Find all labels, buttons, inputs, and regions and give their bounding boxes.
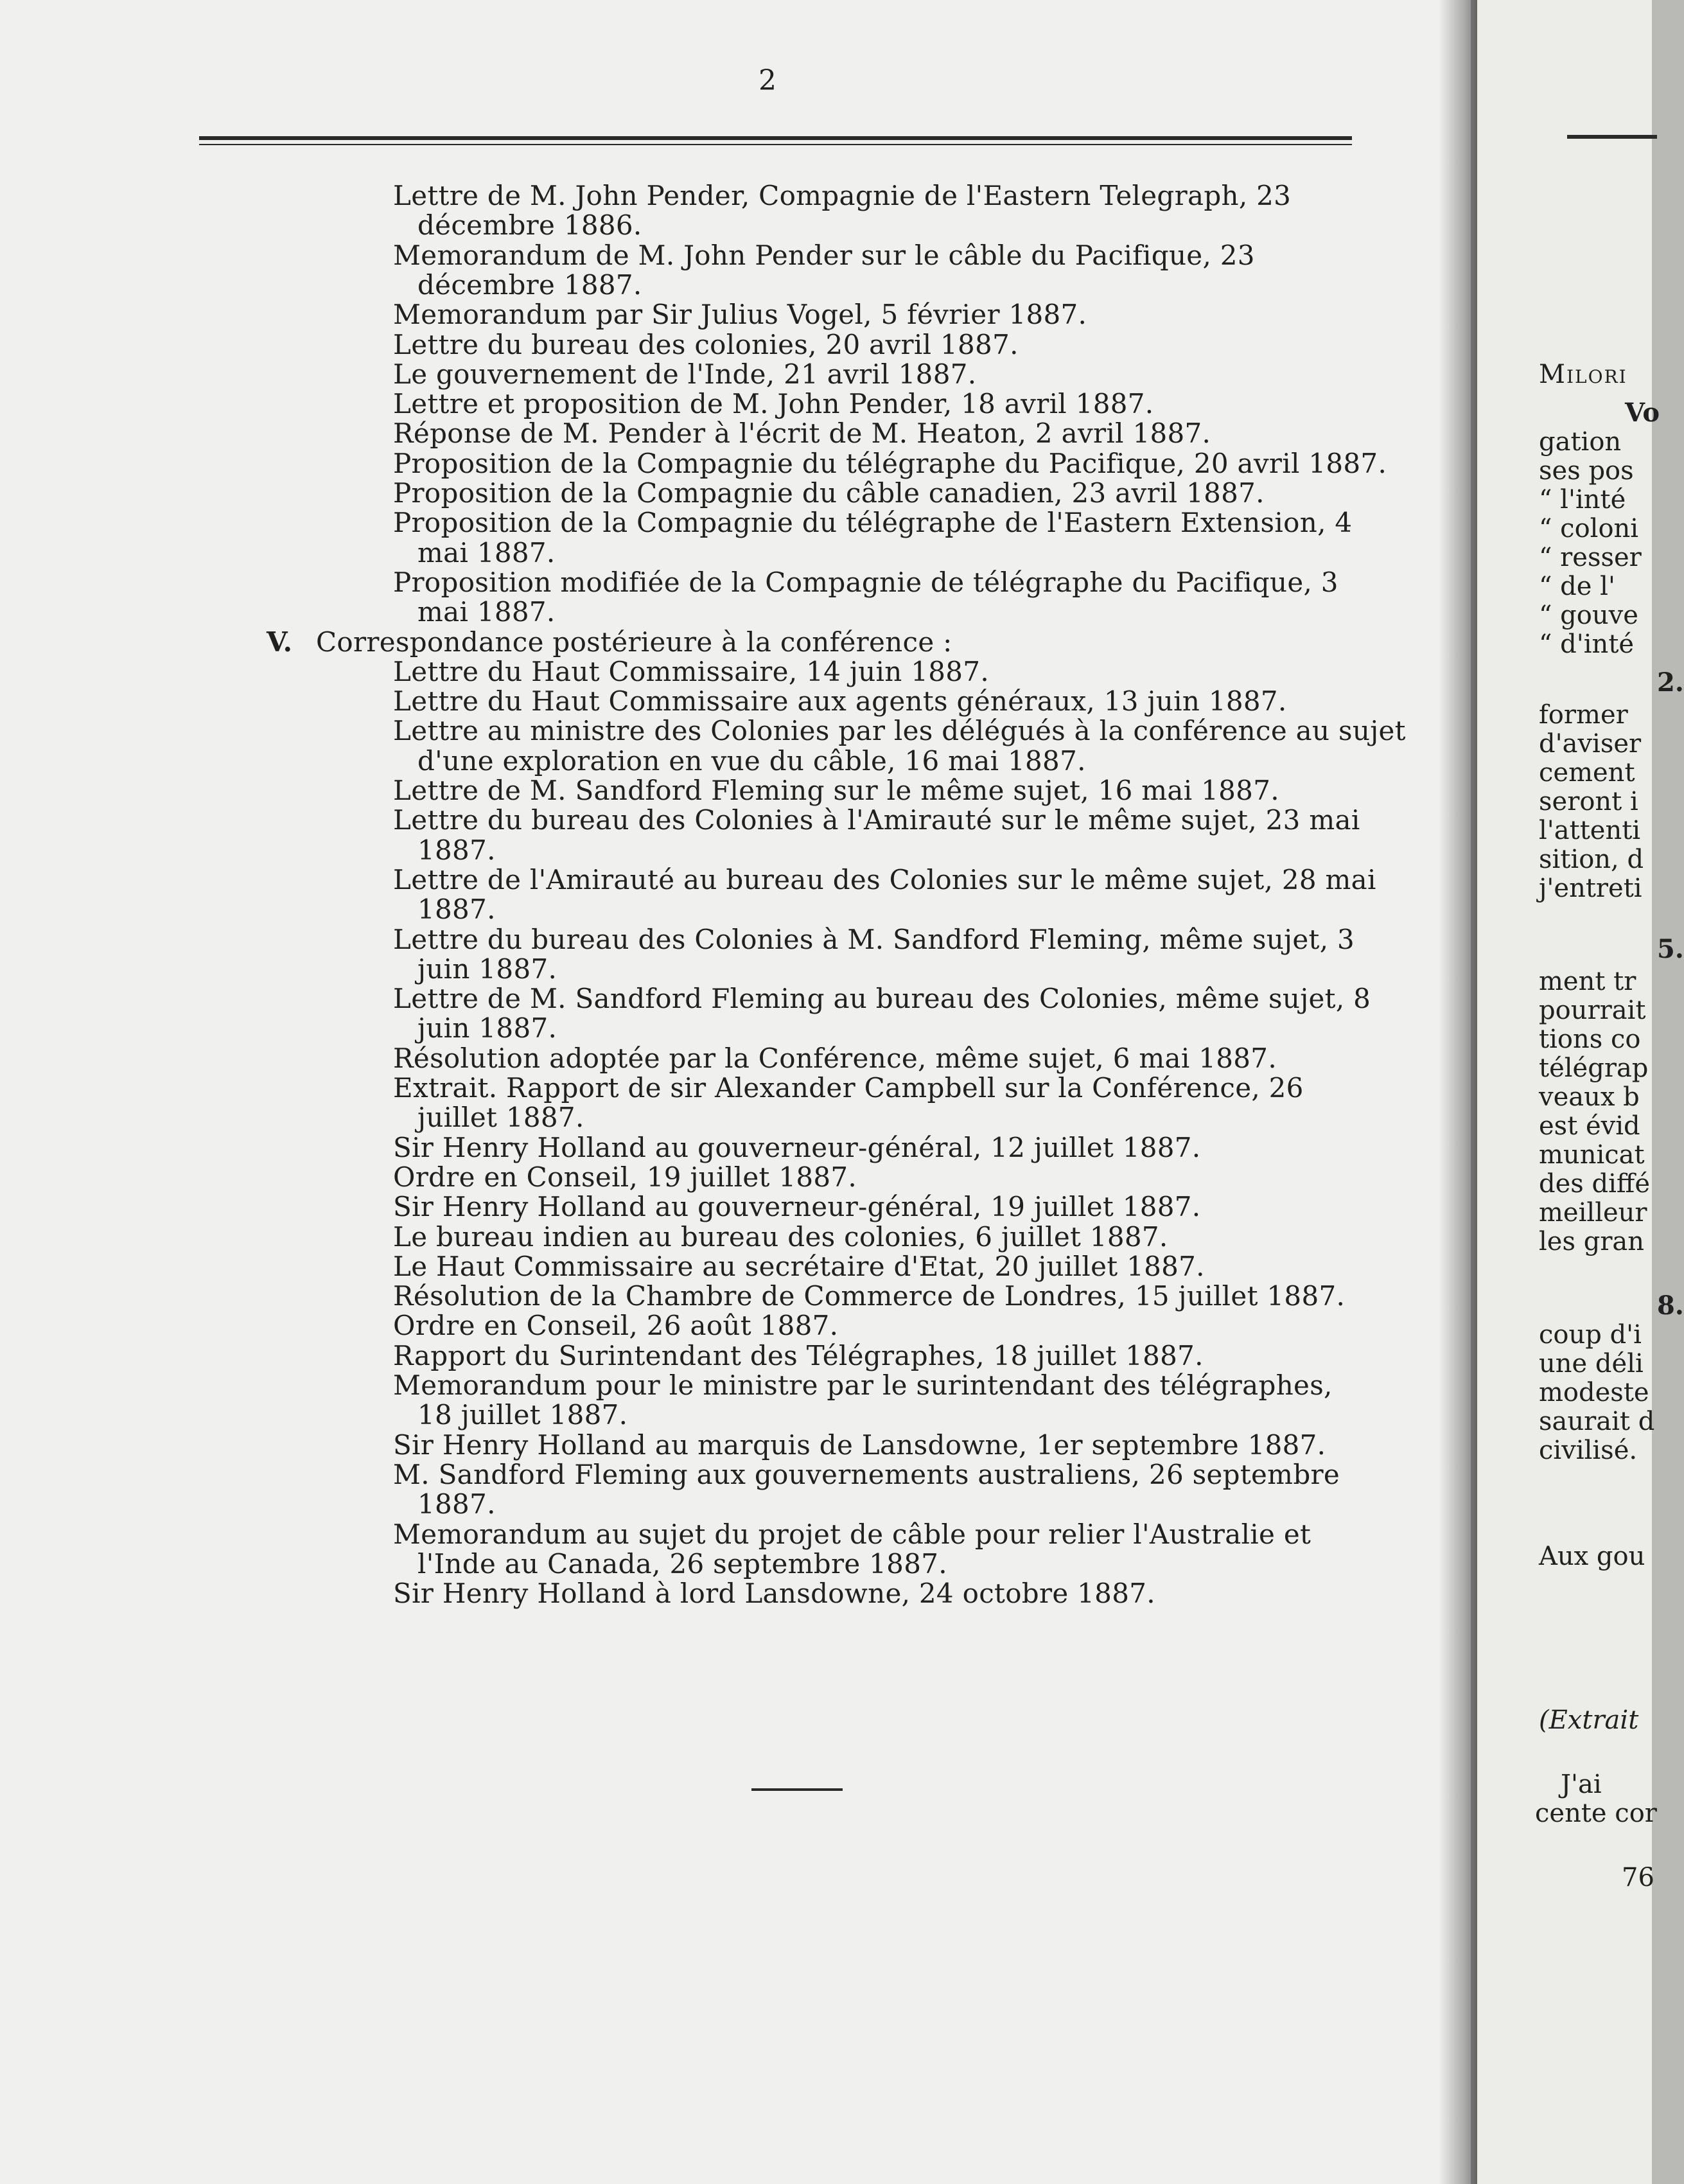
- right-page-text-fragment: pourrait: [1539, 996, 1646, 1025]
- right-page-text-fragment: “ de l': [1539, 572, 1615, 601]
- entry-text: Sir Henry Holland au marquis de Lansdowne, 1er septembre 1887.: [393, 1429, 1326, 1461]
- right-page-text-fragment: meilleur: [1539, 1198, 1647, 1228]
- right-page-text-fragment: télégrap: [1539, 1053, 1649, 1083]
- entry-text: Lettre au ministre des Colonies par les délégués à la conférence au sujet: [393, 715, 1406, 747]
- right-page-text-fragment: Vo: [1625, 398, 1660, 428]
- right-page-text-fragment: 5.: [1657, 934, 1684, 964]
- entry-text: Lettre et proposition de M. John Pender, 18 avril 1887.: [393, 388, 1154, 420]
- closing-rule: [751, 1788, 843, 1791]
- right-page-text-fragment: j'entreti: [1539, 874, 1642, 903]
- right-page-fragment: [1477, 0, 1684, 2184]
- entry-text: Sir Henry Holland au gouverneur-général, 19 juillet 1887.: [393, 1191, 1201, 1223]
- right-page-text-fragment: coup d'i: [1539, 1320, 1642, 1350]
- right-header-rule: [1567, 135, 1657, 139]
- entry-text: Le bureau indien au bureau des colonies, 6 juillet 1887.: [393, 1220, 1168, 1253]
- entry-text: Lettre du Haut Commissaire aux agents généraux, 13 juin 1887.: [393, 685, 1287, 718]
- entry-text: Proposition de la Compagnie du télégraphe du Pacifique, 20 avril 1887.: [393, 447, 1387, 479]
- right-page-text-fragment: “ l'inté: [1539, 485, 1626, 515]
- entry-text: Sir Henry Holland à lord Lansdowne, 24 octobre 1887.: [393, 1578, 1155, 1610]
- right-page-text-fragment: tions co: [1539, 1025, 1641, 1054]
- entry-text: Lettre de M. Sandford Fleming au bureau des Colonies, même sujet, 8: [393, 983, 1371, 1015]
- right-page-text-fragment: civilisé.: [1539, 1436, 1638, 1465]
- right-page-text-fragment: “ d'inté: [1539, 630, 1635, 659]
- right-page-text-fragment: l'attenti: [1539, 816, 1641, 845]
- entry-text: Rapport du Surintendant des Télégraphes, 18 juillet 1887.: [393, 1339, 1204, 1371]
- entry-text: Lettre de M. John Pender, Compagnie de l'Eastern Telegraph, 23: [393, 180, 1292, 211]
- entry-text: Memorandum au sujet du projet de câble pour relier l'Australie et: [393, 1518, 1311, 1550]
- right-page-text-fragment: J'ai: [1561, 1770, 1602, 1799]
- right-page-text-fragment: (Extrait: [1539, 1705, 1639, 1735]
- right-page-text-fragment: les gran: [1539, 1227, 1645, 1256]
- right-page-text-fragment: ment tr: [1539, 967, 1636, 996]
- right-page-text-fragment: est évid: [1539, 1111, 1640, 1141]
- entry-text: Résolution adoptée par la Conférence, même sujet, 6 mai 1887.: [393, 1042, 1277, 1074]
- entry-text: Lettre de l'Amirauté au bureau des Colonies sur le même sujet, 28 mai: [393, 863, 1376, 895]
- entry-continuation: 1887.: [417, 1488, 496, 1520]
- right-page-text-fragment: une déli: [1539, 1349, 1644, 1378]
- entry-continuation: mai 1887.: [417, 536, 556, 568]
- entry-text: Proposition modifiée de la Compagnie de télégraphe du Pacifique, 3: [393, 566, 1338, 598]
- right-page-text-fragment: seront i: [1539, 787, 1638, 816]
- entry-text: Memorandum par Sir Julius Vogel, 5 février 1887.: [393, 299, 1087, 331]
- entry-continuation: d'une exploration en vue du câble, 16 mai 1887.: [417, 744, 1086, 777]
- right-page-text-fragment: modeste: [1539, 1378, 1649, 1407]
- entry-text: Lettre du bureau des Colonies à M. Sandford Fleming, même sujet, 3: [393, 923, 1355, 955]
- entry-text: Memorandum de M. John Pender sur le câble du Pacifique, 23: [393, 239, 1255, 271]
- entry-text: Résolution de la Chambre de Commerce de Londres, 15 juillet 1887.: [393, 1280, 1346, 1312]
- entry-text: Ordre en Conseil, 19 juillet 1887.: [393, 1161, 857, 1193]
- right-page-text-fragment: gation: [1539, 427, 1622, 457]
- right-page-text-fragment: ses pos: [1539, 456, 1634, 486]
- entry-text: Proposition de la Compagnie du câble canadien, 23 avril 1887.: [393, 477, 1265, 509]
- entry-text: Lettre du bureau des Colonies à l'Amirauté sur le même sujet, 23 mai: [393, 804, 1360, 836]
- entry-text: Lettre de M. Sandford Fleming sur le même sujet, 16 mai 1887.: [393, 775, 1279, 806]
- entry-continuation: l'Inde au Canada, 26 septembre 1887.: [417, 1547, 947, 1580]
- entry-continuation: décembre 1886.: [417, 209, 642, 242]
- right-page-text-fragment: 2.: [1657, 667, 1684, 698]
- right-page-text-fragment: former: [1539, 700, 1628, 730]
- right-page-text-fragment: saurait d: [1539, 1407, 1655, 1436]
- entry-text: Memorandum pour le ministre par le surintendant des télégraphes,: [393, 1369, 1333, 1401]
- entry-text: Proposition de la Compagnie du télégraphe de l'Eastern Extension, 4: [393, 507, 1353, 539]
- section-numeral: V.: [267, 626, 293, 658]
- right-page-text-fragment: sition, d: [1539, 845, 1644, 874]
- right-page-text-fragment: Aux gou: [1539, 1542, 1645, 1571]
- entry-text: Le gouvernement de l'Inde, 21 avril 1887.: [393, 358, 977, 390]
- entry-text: Ordre en Conseil, 26 août 1887.: [393, 1310, 839, 1342]
- entry-text: Extrait. Rapport de sir Alexander Campbell sur la Conférence, 26: [393, 1072, 1304, 1104]
- entry-continuation: 18 juillet 1887.: [417, 1399, 628, 1431]
- entry-continuation: juin 1887.: [417, 1012, 557, 1044]
- section-title: Correspondance postérieure à la conférence :: [316, 626, 952, 658]
- right-page-text-fragment: “ coloni: [1539, 514, 1639, 543]
- right-page-text-fragment: 8.: [1657, 1290, 1684, 1321]
- entry-text: Sir Henry Holland au gouverneur-général, 12 juillet 1887.: [393, 1131, 1201, 1163]
- entry-text: Réponse de M. Pender à l'écrit de M. Heaton, 2 avril 1887.: [393, 418, 1211, 450]
- right-page-text-fragment: 76: [1622, 1863, 1654, 1892]
- entry-continuation: 1887.: [417, 894, 496, 926]
- entry-continuation: mai 1887.: [417, 596, 556, 628]
- entry-text: M. Sandford Fleming aux gouvernements australiens, 26 septembre: [393, 1458, 1340, 1490]
- right-page-text-fragment: cement: [1539, 758, 1635, 788]
- right-page-text-fragment: cente cor: [1535, 1799, 1657, 1828]
- entry-continuation: juillet 1887.: [417, 1102, 584, 1134]
- entry-text: Le Haut Commissaire au secrétaire d'Etat, 20 juillet 1887.: [393, 1250, 1205, 1282]
- entry-continuation: décembre 1887.: [417, 269, 642, 301]
- entry-text: Lettre du Haut Commissaire, 14 juin 1887.: [393, 655, 989, 687]
- right-page-text-fragment: des diffé: [1539, 1169, 1651, 1199]
- right-page-text-fragment: Milori: [1539, 360, 1627, 389]
- right-page-text-fragment: municat: [1539, 1140, 1645, 1170]
- page-number: 2: [759, 64, 776, 97]
- entry-continuation: juin 1887.: [417, 953, 557, 985]
- entry-continuation: 1887.: [417, 834, 496, 866]
- right-page-text-fragment: veaux b: [1539, 1082, 1640, 1112]
- right-page-text-fragment: “ gouve: [1539, 601, 1638, 630]
- right-page-text-fragment: d'aviser: [1539, 729, 1642, 759]
- right-page-text-fragment: “ resser: [1539, 543, 1642, 572]
- entry-text: Lettre du bureau des colonies, 20 avril 1887.: [393, 328, 1019, 360]
